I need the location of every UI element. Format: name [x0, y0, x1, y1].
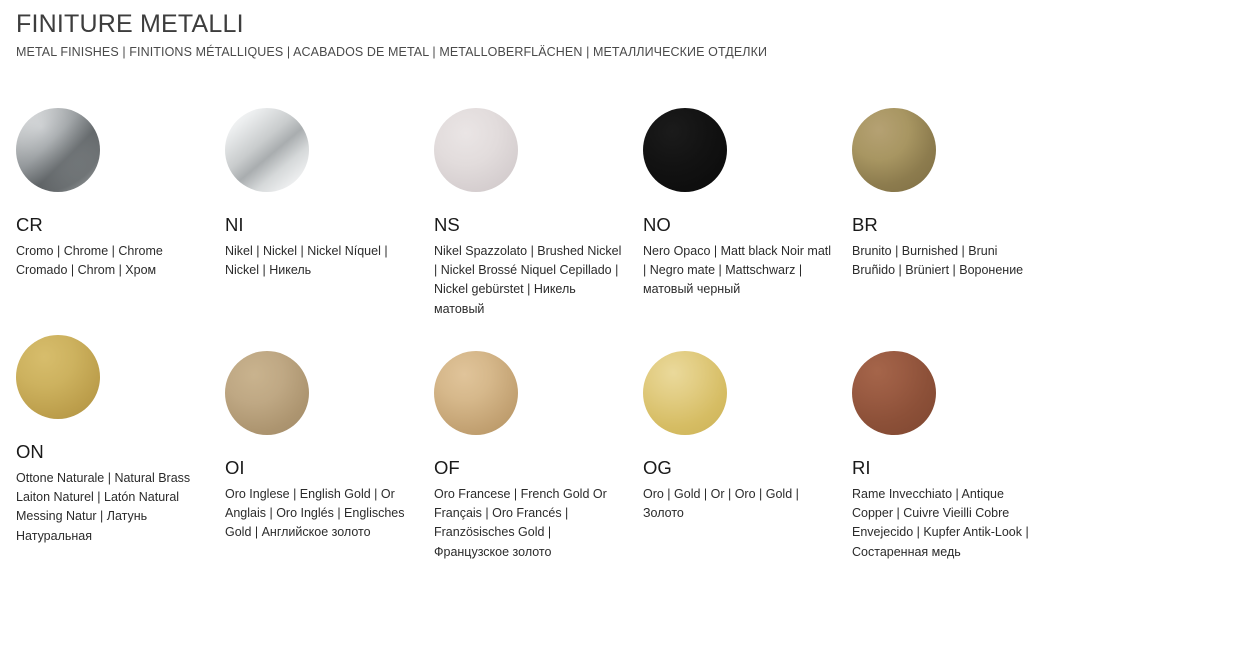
finish-item-on — [16, 335, 225, 562]
finish-code: ON — [16, 441, 44, 462]
finish-description: Oro | Gold | Or | Oro | Gold | Золото — [643, 486, 799, 520]
finish-item-ns — [434, 108, 643, 319]
finish-description: Ottone Naturale | Natural Brass Laiton Naturel | Latón Natural Messing Natur | Латунь Натуральная — [16, 470, 191, 543]
antique-copper-swatch — [852, 351, 936, 435]
french-gold-swatch — [434, 351, 518, 435]
finish-item-br — [852, 108, 1061, 319]
finishes-grid — [16, 108, 1226, 578]
finish-code: BR — [852, 214, 878, 235]
finish-description: Cromo | Chrome | Chrome Cromado | Chrom | Хром — [16, 243, 163, 277]
finish-code: CR — [16, 214, 43, 235]
finish-item-of — [434, 351, 643, 562]
finish-item-no — [643, 108, 852, 319]
finish-item-oi — [225, 351, 434, 562]
matt-black-swatch — [643, 108, 727, 192]
finish-code: OG — [643, 457, 672, 478]
finish-item-cr — [16, 108, 225, 319]
brushed-nickel-swatch — [434, 108, 518, 192]
finish-code: NI — [225, 214, 244, 235]
page-title: FINITURE METALLI — [16, 10, 244, 38]
finish-description: Brunito | Burnished | Bruni Bruñido | Brüniert | Воронение — [852, 243, 1024, 277]
finish-item-ri — [852, 351, 1061, 562]
finish-description: Oro Francese | French Gold Or Français | Oro Francés | Französisches Gold | Французское золото — [434, 486, 607, 559]
finish-description: Nikel Spazzolato | Brushed Nickel | Nickel Brossé Niquel Cepillado | Nickel gebürstet | Никель матовый — [434, 243, 622, 316]
finish-code: NO — [643, 214, 671, 235]
finish-item-og — [643, 351, 852, 562]
gold-swatch — [643, 351, 727, 435]
finish-description: Rame Invecchiato | Antique Copper | Cuivre Vieilli Cobre Envejecido | Kupfer Antik-Look | Состаренная медь — [852, 486, 1029, 559]
nickel-swatch — [225, 108, 309, 192]
page-subtitle: METAL FINISHES | FINITIONS MÉTALLIQUES | ACABADOS DE METAL | METALLOBERFLÄCHEN | МЕТАЛЛИЧЕСКИЕ ОТДЕЛКИ — [16, 44, 768, 59]
finish-description: Oro Inglese | English Gold | Or Anglais | Oro Inglés | Englisches Gold | Английское золото — [225, 486, 405, 540]
finish-code: OF — [434, 457, 460, 478]
page-header — [0, 0, 1238, 60]
finish-item-ni — [225, 108, 434, 319]
natural-brass-swatch — [16, 335, 100, 419]
burnished-swatch — [852, 108, 936, 192]
finish-code: NS — [434, 214, 460, 235]
finish-description: Nero Opaco | Matt black Noir matl | Negro mate | Mattschwarz | матовый черный — [643, 243, 832, 297]
finish-description: Nikel | Nickel | Nickel Níquel | Nickel | Никель — [225, 243, 388, 277]
chrome-swatch — [16, 108, 100, 192]
finish-code: OI — [225, 457, 245, 478]
english-gold-swatch — [225, 351, 309, 435]
finish-code: RI — [852, 457, 871, 478]
